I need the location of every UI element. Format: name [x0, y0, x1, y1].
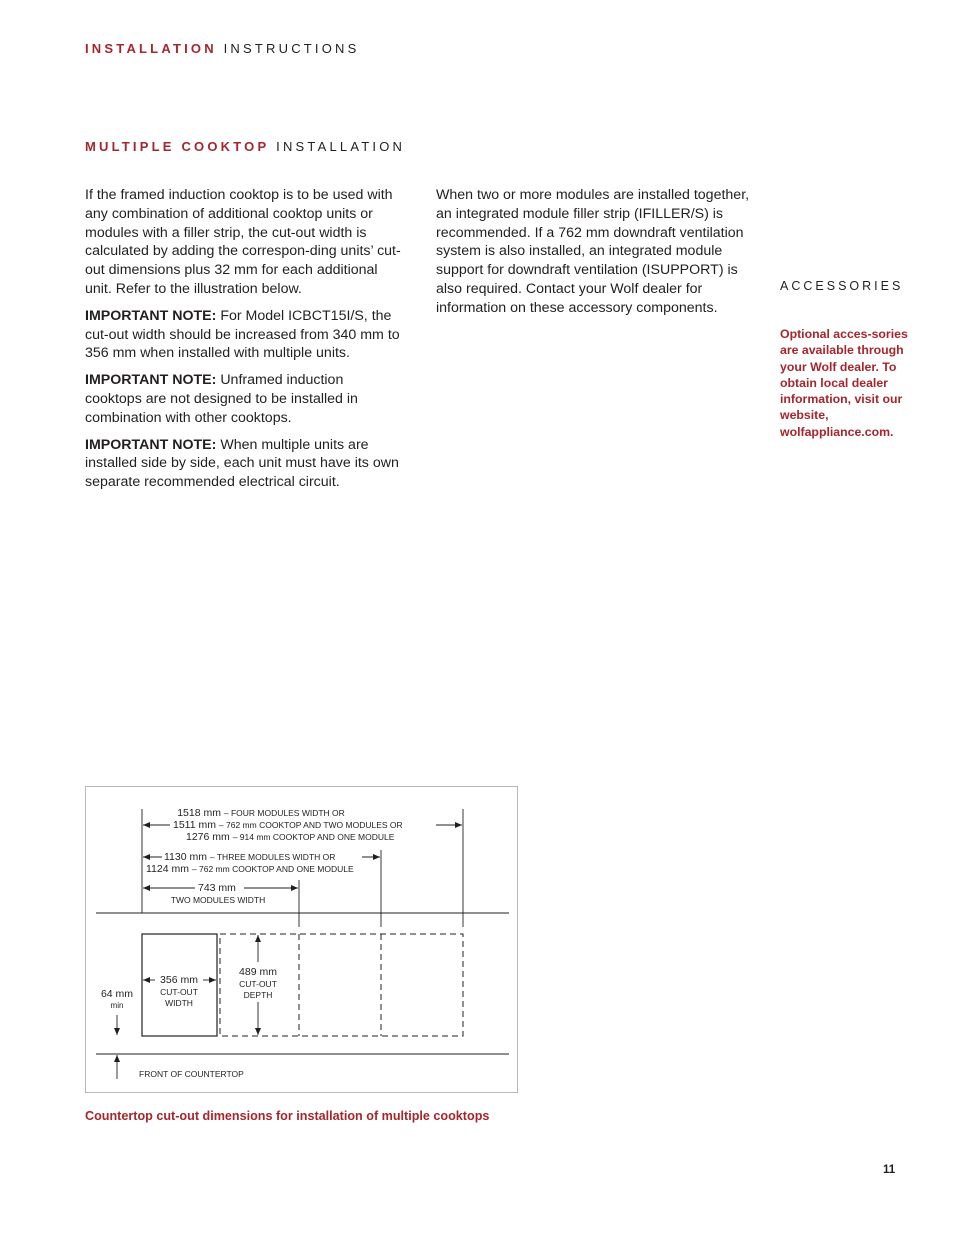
note-text: When multiple units are installed side by side, each unit must have its own separate recommended electrical circuit.	[85, 436, 399, 491]
header-bold: INSTALLATION	[85, 41, 217, 56]
figure-caption: Countertop cut-out dimensions for installation of multiple cooktops	[85, 1109, 490, 1123]
section-heading-bold: MULTIPLE COOKTOP	[85, 139, 270, 154]
cutout-width-sublabel: CUT-OUT	[160, 987, 198, 997]
note-label: IMPORTANT NOTE:	[85, 307, 217, 324]
dimension-label-1518: 1518 mm – FOUR MODULES WIDTH OR	[177, 807, 345, 819]
note-text: For Model ICBCT15I/S, the cut-out width should be increased from 340 mm to 356 mm when installed with multiple units.	[85, 307, 400, 362]
min-clearance-label: 64 mm	[100, 988, 134, 1000]
header-rest: INSTRUCTIONS	[223, 41, 360, 56]
important-note-3	[85, 436, 403, 492]
dimension-label-743: 743 mm	[198, 882, 236, 894]
cutout-depth-sublabel: CUT-OUT	[239, 979, 277, 989]
dimension-label-1124: 1124 mm – 762 mm COOKTOP AND ONE MODULE	[146, 863, 354, 875]
important-note-1	[85, 307, 403, 363]
dimension-sublabel-743: TWO MODULES WIDTH	[170, 895, 266, 905]
important-note-2	[85, 371, 403, 427]
middle-column	[436, 186, 754, 326]
dimension-label-1511: 1511 mm – 762 mm COOKTOP AND TWO MODULES OR	[173, 819, 403, 831]
cutout-depth-sublabel: DEPTH	[243, 990, 273, 1000]
front-of-countertop-label: FRONT OF COUNTERTOP	[139, 1069, 244, 1079]
cutout-width-sublabel: WIDTH	[165, 998, 193, 1008]
page-number: 11	[883, 1164, 896, 1176]
accessories-heading: ACCESSORIES	[780, 279, 904, 293]
dimension-label-1130: 1130 mm – THREE MODULES WIDTH OR	[164, 851, 336, 863]
dimension-label-1276: 1276 mm – 914 mm COOKTOP AND ONE MODULE	[186, 831, 395, 843]
cutout-diagram	[86, 787, 519, 1094]
cutout-width-label: 356 mm	[160, 974, 198, 986]
section-heading-rest: INSTALLATION	[276, 139, 406, 154]
note-label: IMPORTANT NOTE:	[85, 372, 217, 389]
section-heading	[85, 139, 405, 154]
accessories-note: Optional acces-sories are available through your Wolf dealer. To obtain local dealer information, visit our website, wolfappliance.com.	[780, 327, 908, 439]
left-column	[85, 186, 403, 500]
min-clearance-sublabel: min	[110, 1001, 124, 1010]
note-text: Unframed induction cooktops are not designed to be installed in combination with other cooktops.	[85, 372, 358, 426]
note-label: IMPORTANT NOTE:	[85, 436, 217, 453]
filler-strip-paragraph: When two or more modules are installed together, an integrated module filler strip (IFILLER/S) is recommended. If a 762 mm downdraft ventilation system is also installed, an integrated module support for downdraft ventilation (ISUPPORT) is also required. Contact your Wolf dealer for information on these accessory components.	[436, 187, 750, 316]
cutout-depth-label: 489 mm	[239, 966, 277, 978]
cutout-diagram-frame	[85, 786, 518, 1093]
running-header	[85, 41, 360, 56]
intro-paragraph: If the framed induction cooktop is to be used with any combination of additional cooktop units or modules with a filler strip, the cut-out width is calculated by adding the correspon-ding units’ cut-out dimensions plus 32 mm for each additional unit. Refer to the illustration below.	[85, 187, 401, 297]
